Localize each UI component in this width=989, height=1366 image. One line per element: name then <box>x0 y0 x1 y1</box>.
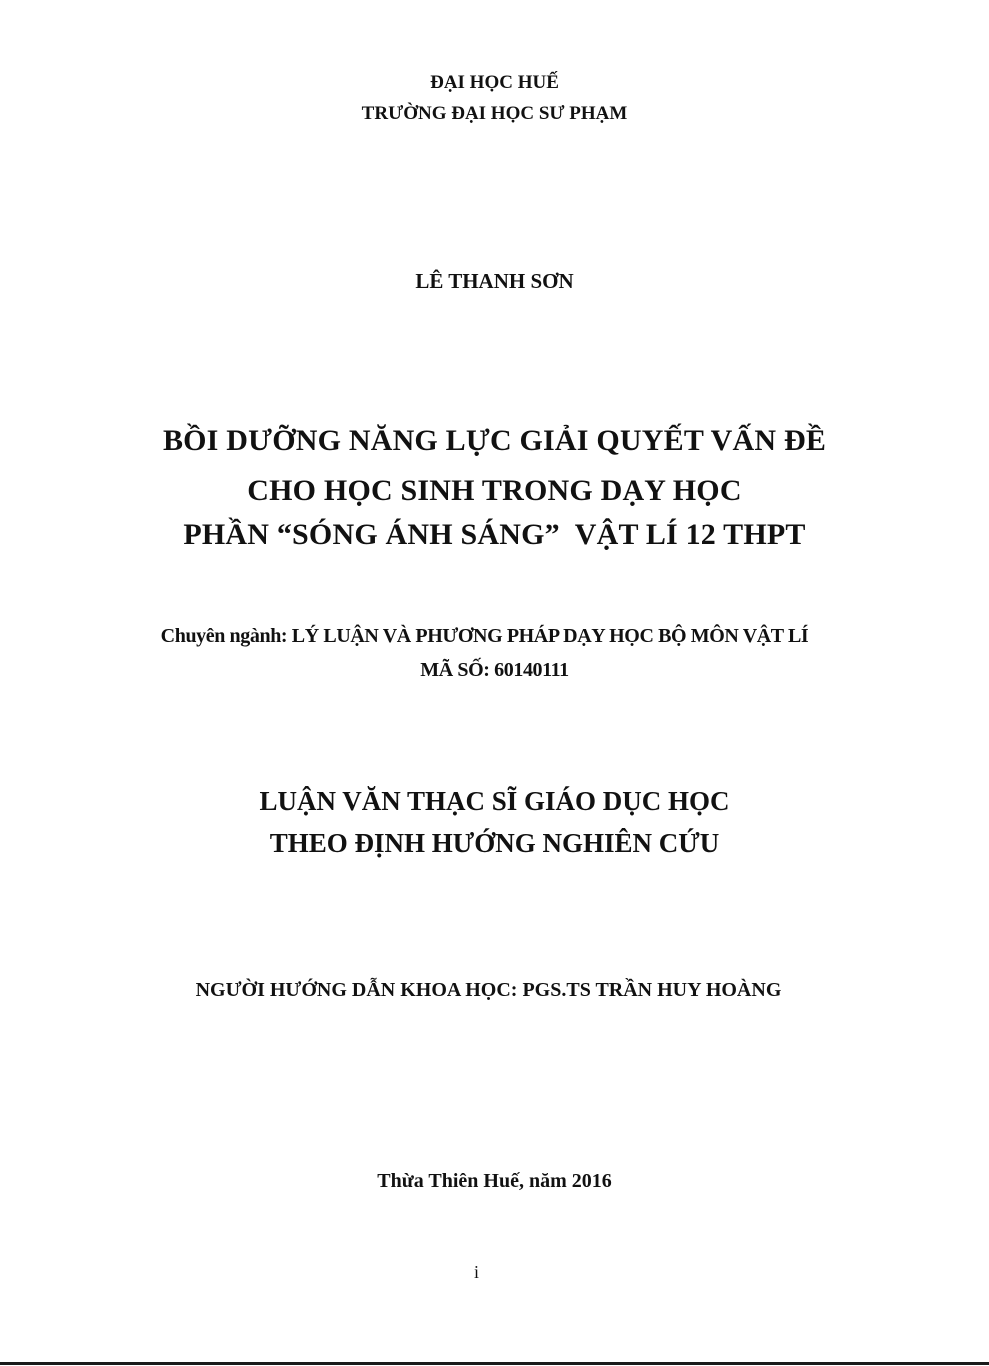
thesis-title-line-3: PHẦN “SÓNG ÁNH SÁNG” VẬT LÍ 12 THPT <box>183 518 806 551</box>
place-and-year: Thừa Thiên Huế, năm 2016 <box>377 1170 612 1192</box>
specialization-label: Chuyên ngành: <box>160 625 292 647</box>
code-label: MÃ SỐ: <box>420 659 495 681</box>
code-value: 60140111 <box>494 659 569 681</box>
specialization-value: LÝ LUẬN VÀ PHƯƠNG PHÁP DẠY HỌC BỘ MÔN VẬT LÍ <box>291 625 809 647</box>
college-name: TRƯỜNG ĐẠI HỌC SƯ PHẠM <box>361 103 628 124</box>
specialization <box>0 625 979 648</box>
thesis-title-line-2: CHO HỌC SINH TRONG DẠY HỌC <box>247 474 742 507</box>
thesis-type-line-2: THEO ĐỊNH HƯỚNG NGHIÊN CỨU <box>269 828 720 858</box>
page-bottom-border <box>0 1362 989 1365</box>
specialization-code <box>0 659 989 682</box>
thesis-type-line-1: LUẬN VĂN THẠC SĨ GIÁO DỤC HỌC <box>259 786 730 816</box>
advisor <box>0 979 983 1002</box>
university-name: ĐẠI HỌC HUẾ <box>430 72 559 93</box>
advisor-name: PGS.TS TRẦN HUY HOÀNG <box>522 979 782 1001</box>
thesis-title-line-1: BỒI DƯỠNG NĂNG LỰC GIẢI QUYẾT VẤN ĐỀ <box>162 424 827 457</box>
author-name: LÊ THANH SƠN <box>415 269 574 293</box>
page-number: i <box>473 1262 479 1282</box>
advisor-label: NGƯỜI HƯỚNG DẪN KHOA HỌC: <box>195 979 523 1001</box>
